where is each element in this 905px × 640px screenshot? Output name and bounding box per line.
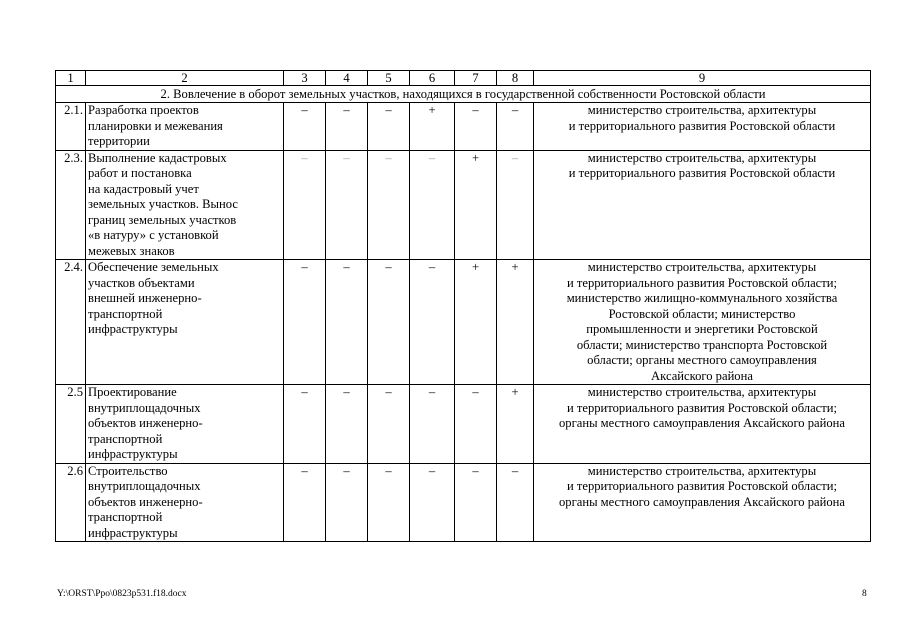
measure-name-line: внутриплощадочных (88, 400, 201, 415)
mark-cell: + (455, 260, 497, 385)
measure-name-line: транспортной (88, 510, 163, 524)
responsible-line: министерство жилищно-коммунального хозяйства (566, 291, 838, 305)
column-header: 2 (86, 71, 284, 86)
measure-name-cell (86, 150, 284, 260)
responsible-line: министерство строительства, архитектуры (587, 385, 817, 399)
mark-cell: – (368, 103, 410, 151)
mark-cell: – (368, 260, 410, 385)
measure-name-line: объектов инженерно- (88, 416, 203, 430)
responsible-line: промышленности и энергетики Ростовской (586, 322, 818, 336)
column-header: 3 (284, 71, 326, 86)
responsible-line: и территориального развития Ростовской области; (566, 479, 838, 493)
responsible-line: и территориального развития Ростовской области (568, 118, 836, 133)
responsible-line: и территориального развития Ростовской области (568, 166, 836, 180)
measure-name-line: инфраструктуры (88, 447, 178, 461)
measure-name-line: транспортной (88, 431, 163, 446)
mark-cell: – (410, 150, 455, 260)
row-number: 2.3. (56, 150, 86, 260)
mark-cell: – (497, 463, 534, 542)
responsible-cell (534, 260, 871, 385)
mark-cell: – (368, 150, 410, 260)
column-header: 8 (497, 71, 534, 86)
mark-cell: – (410, 385, 455, 464)
row-number: 2.6 (56, 463, 86, 542)
section-row (56, 86, 871, 103)
measure-name-line: Строительство (88, 463, 168, 478)
responsible-line: министерство строительства, архитектуры (587, 463, 817, 478)
column-header: 1 (56, 71, 86, 86)
responsible-cell (534, 150, 871, 260)
row-number: 2.5 (56, 385, 86, 464)
mark-cell: – (455, 463, 497, 542)
footer-page-number: 8 (862, 589, 867, 599)
measure-name-line: работ и постановка (88, 166, 192, 180)
table-row (56, 385, 871, 464)
table-row (56, 260, 871, 385)
measure-name-cell (86, 103, 284, 151)
responsible-line: органы местного самоуправления Аксайского района (558, 494, 845, 509)
mark-cell: + (455, 150, 497, 260)
table-row (56, 150, 871, 260)
footer-file-path: Y:\ORST\Ppo\0823p531.f18.docx (57, 589, 187, 599)
measure-name-line: границ земельных участков (88, 212, 237, 227)
mark-cell: + (497, 385, 534, 464)
measure-name-line: Проектирование (88, 385, 177, 399)
column-header: 5 (368, 71, 410, 86)
mark-cell: – (326, 103, 368, 151)
measures-table (55, 70, 871, 542)
responsible-line: министерство строительства, архитектуры (587, 150, 817, 165)
mark-cell: – (284, 463, 326, 542)
measure-name-line: участков объектами (88, 275, 195, 290)
measure-name-line: Разработка проектов (88, 103, 199, 117)
responsible-line: Аксайского района (651, 368, 753, 383)
measure-name-line: Обеспечение земельных (88, 260, 219, 274)
row-number: 2.4. (56, 260, 86, 385)
column-header: 6 (410, 71, 455, 86)
mark-cell: – (368, 385, 410, 464)
responsible-cell (534, 385, 871, 464)
column-header-row (56, 71, 871, 86)
responsible-line: министерство строительства, архитектуры (587, 103, 817, 117)
column-header: 4 (326, 71, 368, 86)
mark-cell: – (284, 385, 326, 464)
mark-cell: – (326, 385, 368, 464)
mark-cell: – (497, 150, 534, 260)
mark-cell: – (455, 103, 497, 151)
responsible-cell (534, 103, 871, 151)
mark-cell: – (410, 260, 455, 385)
measure-name-line: на кадастровый учет (88, 181, 199, 196)
measure-name-line: «в натуру» с установкой (88, 228, 219, 242)
measure-name-line: объектов инженерно- (88, 494, 203, 509)
responsible-line: и территориального развития Ростовской области; (566, 275, 838, 290)
measure-name-line: Выполнение кадастровых (88, 150, 227, 165)
mark-cell: + (410, 103, 455, 151)
responsible-line: области; министерство транспорта Ростовской (576, 337, 828, 352)
section-title: 2. Вовлечение в оборот земельных участков, находящихся в государственной собственности Ростовской области (56, 86, 871, 103)
column-header: 7 (455, 71, 497, 86)
measure-name-line: транспортной (88, 306, 163, 321)
measure-name-line: внешней инженерно- (88, 291, 202, 305)
mark-cell: – (284, 103, 326, 151)
measure-name-line: планировки и межевания (88, 118, 223, 133)
mark-cell: – (326, 150, 368, 260)
responsible-line: и территориального развития Ростовской области; (566, 400, 838, 415)
mark-cell: + (497, 260, 534, 385)
responsible-line: Ростовской области; министерство (608, 306, 796, 321)
column-header: 9 (534, 71, 871, 86)
responsible-line: органы местного самоуправления Аксайского района (558, 416, 845, 430)
mark-cell: – (455, 385, 497, 464)
mark-cell: – (497, 103, 534, 151)
measure-name-line: инфраструктуры (88, 322, 178, 336)
measure-name-cell (86, 463, 284, 542)
measure-name-line: земельных участков. Вынос (88, 197, 238, 211)
measure-name-cell (86, 385, 284, 464)
measure-name-line: межевых знаков (88, 243, 175, 258)
measure-name-line: внутриплощадочных (88, 479, 201, 493)
mark-cell: – (326, 260, 368, 385)
measure-name-cell (86, 260, 284, 385)
responsible-cell (534, 463, 871, 542)
table-row (56, 463, 871, 542)
responsible-line: министерство строительства, архитектуры (587, 260, 817, 274)
mark-cell: – (284, 150, 326, 260)
measure-name-line: территории (88, 134, 150, 148)
mark-cell: – (368, 463, 410, 542)
mark-cell: – (326, 463, 368, 542)
mark-cell: – (410, 463, 455, 542)
mark-cell: – (284, 260, 326, 385)
table-row (56, 103, 871, 151)
responsible-line: области; органы местного самоуправления (587, 353, 817, 367)
row-number: 2.1. (56, 103, 86, 151)
measure-name-line: инфраструктуры (88, 525, 178, 540)
